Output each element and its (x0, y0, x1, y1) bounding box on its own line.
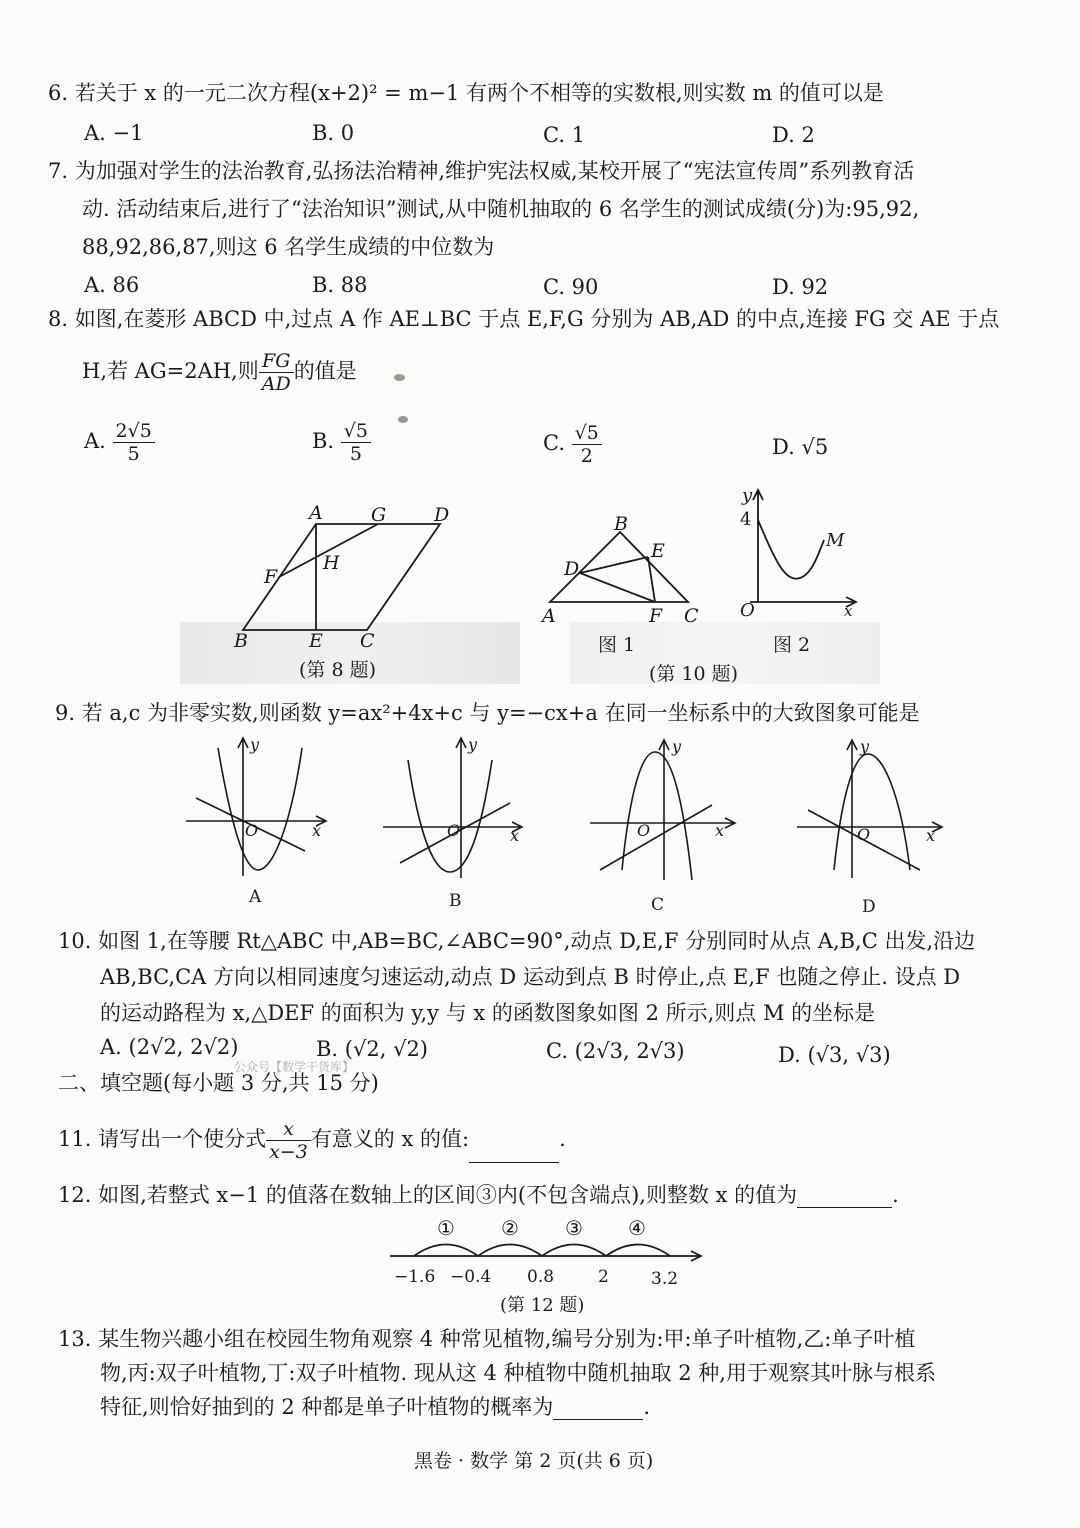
interval-arc-3 (542, 1245, 606, 1257)
graph-c-parabola (622, 752, 692, 880)
q8-figure-caption: (第 8 题) (299, 659, 376, 681)
question-13-line-1: 13. 某生物兴趣小组在校园生物角观察 4 种常见植物,编号分别为:甲:单子叶植物,乙:单子叶植 (58, 1327, 916, 1351)
q6-option-a: A. −1 (84, 121, 144, 145)
q7-option-c: C. 90 (543, 275, 599, 299)
option-label: A. (84, 429, 106, 453)
watermark: 公众号【数学干货库】 (234, 1060, 355, 1074)
question-11 (58, 1118, 566, 1163)
point-label-a: A (309, 502, 323, 524)
graph-b-label: B (449, 891, 462, 911)
graph-c-line (600, 805, 712, 870)
graph-b-x-label: x (510, 826, 520, 845)
fraction-denominator: AD (261, 373, 291, 395)
page-footer: 黑卷 · 数学 第 2 页(共 6 页) (414, 1450, 654, 1472)
point-label-h: H (323, 552, 340, 574)
interval-arc-2 (478, 1245, 542, 1257)
graph-d-parabola (834, 754, 910, 870)
question-10-line-2: AB,BC,CA 方向以相同速度匀速运动,动点 D 运动到点 B 时停止,点 E,F 也随之停止. 设点 D (100, 965, 961, 989)
question-13-line-2: 物,丙:双子叶植物,丁:双子叶植物. 现从这 4 种植物中随机抽取 2 种,用于观察其叶脉与根系 (100, 1361, 936, 1385)
graph-a-parabola (218, 748, 302, 870)
q12-text: 12. 如图,若整式 x−1 的值落在数轴上的区间③内(不包含端点),则整数 x 的值为 (58, 1183, 798, 1207)
graph-d (797, 740, 942, 878)
graph-a (186, 738, 326, 876)
q12-number-line (0, 1205, 1080, 1325)
graph-b (383, 738, 522, 878)
graph-d-label: D (862, 897, 876, 917)
graph-b-parabola (408, 760, 492, 872)
interval-label-3: ③ (565, 1216, 583, 1240)
point-label-d: D (434, 504, 450, 526)
fraction-numerator: x (266, 1118, 311, 1141)
q11-end: . (559, 1127, 566, 1151)
point-label-b: B (234, 630, 248, 652)
point-label-f: F (264, 566, 278, 588)
fraction-numerator: FG (259, 350, 294, 373)
point-label-e: E (309, 630, 323, 652)
tick-label-1: −1.6 (394, 1267, 436, 1287)
fraction-numerator: √5 (572, 422, 602, 445)
point-label-g: G (371, 504, 387, 526)
q8-line2-post: 的值是 (293, 359, 357, 383)
graph-b-y-label: y (468, 735, 478, 754)
option-label: D. (772, 435, 795, 459)
fig1-label-f: F (649, 605, 663, 627)
q10-figure2-caption: 图 2 (773, 634, 811, 656)
interval-arc-4 (606, 1245, 670, 1257)
graph-c-y-label: y (672, 737, 682, 756)
graph-b-origin: O (447, 821, 461, 840)
interval-label-1: ① (437, 1216, 455, 1240)
q13-end: . (643, 1395, 651, 1419)
question-7-line-1: 7. 为加强对学生的法治教育,弘扬法治精神,维护宪法权威,某校开展了“宪法宣传周”系列教育活 (48, 159, 915, 183)
fraction-denominator: 5 (127, 443, 140, 465)
q10-figure1-caption: 图 1 (598, 634, 636, 656)
tick-label-2: −0.4 (450, 1267, 492, 1287)
q10-option-c: C. (2√3, 2√3) (546, 1039, 685, 1063)
segment-de (580, 557, 648, 573)
q7-option-b: B. 88 (312, 273, 368, 297)
scan-speck-2 (398, 416, 408, 423)
section-2-heading: 二、填空题(每小题 3 分,共 15 分) (58, 1071, 379, 1095)
fig1-label-e: E (651, 540, 665, 562)
interval-label-2: ② (501, 1216, 519, 1240)
fig2-y-label: y (742, 485, 753, 506)
q7-option-a: A. 86 (84, 273, 140, 297)
graph-c (590, 740, 735, 880)
q8-line2-pre: H,若 AG=2AH,则 (82, 359, 259, 383)
fraction-numerator: √5 (341, 420, 371, 443)
q7-option-d: D. 92 (772, 275, 829, 299)
fig2-origin: O (740, 600, 755, 621)
graph-c-x-label: x (715, 821, 725, 840)
q9-graph-options (0, 730, 1080, 950)
q10-option-b: B. (√2, √2) (316, 1037, 429, 1061)
fig2-tick-4: 4 (740, 509, 752, 530)
question-13-line-3 (100, 1394, 650, 1420)
q13-line3-text: 特征,则恰好抽到的 2 种都是单子叶植物的概率为 (100, 1395, 554, 1419)
q6-option-d: D. 2 (772, 123, 815, 147)
scan-speck-1 (394, 374, 405, 381)
option-value: √5 (801, 435, 829, 459)
fig1-label-d: D (564, 558, 580, 580)
q10-option-a: A. (2√2, 2√2) (100, 1035, 239, 1059)
fig1-label-a: A (542, 605, 556, 627)
fig2-curve (758, 520, 824, 579)
graph-d-y-label: y (860, 737, 870, 756)
question-10-line-1: 10. 如图 1,在等腰 Rt△ABC 中,AB=BC,∠ABC=90°,动点 D,E,F 分别同时从点 A,B,C 出发,沿边 (58, 929, 976, 953)
interval-arc-1 (414, 1245, 478, 1257)
q6-option-c: C. 1 (543, 123, 586, 147)
q11-fraction (266, 1118, 311, 1163)
fraction-denominator: 5 (349, 443, 362, 465)
graph-d-x-label: x (926, 826, 936, 845)
question-9-text: 9. 若 a,c 为非零实数,则函数 y=ax²+4x+c 与 y=−cx+a 在同一坐标系中的大致图象可能是 (55, 701, 920, 725)
question-7-line-2: 动. 活动结束后,进行了“法治知识”测试,从中随机抽取的 6 名学生的测试成绩(分)为:95,92, (82, 197, 920, 221)
interval-label-4: ④ (628, 1216, 646, 1240)
q10-option-d: D. (√3, √3) (778, 1043, 891, 1067)
graph-d-origin: O (857, 825, 871, 844)
segment-df (580, 573, 655, 602)
question-7-line-3: 88,92,86,87,则这 6 名学生成绩的中位数为 (82, 235, 495, 259)
graph-a-origin: O (245, 821, 259, 840)
q12-end: . (892, 1183, 899, 1207)
q12-figure-caption: (第 12 题) (500, 1295, 585, 1316)
fig2-label-m: M (826, 530, 845, 551)
graph-a-y-label: y (250, 735, 260, 754)
q6-option-b: B. 0 (312, 121, 355, 145)
q11-pre: 11. 请写出一个使分式 (58, 1127, 267, 1151)
fig1-label-c: C (684, 605, 699, 627)
q13-answer-blank[interactable] (553, 1399, 643, 1420)
fraction-numerator: 2√5 (113, 420, 155, 443)
option-label: B. (312, 429, 335, 453)
fig2-x-label: x (844, 602, 853, 620)
question-10-line-3: 的运动路程为 x,△DEF 的面积为 y,y 与 x 的函数图象如图 2 所示,则点 M 的坐标是 (100, 1001, 876, 1025)
question-8-line-1: 8. 如图,在菱形 ABCD 中,过点 A 作 AE⊥BC 于点 E,F,G 分别为 AB,AD 的中点,连接 FG 交 AE 于点 (48, 307, 1000, 331)
q10-figure-caption: (第 10 题) (649, 663, 739, 685)
q8-rhombus-figure (0, 0, 1080, 700)
fig1-label-b: B (614, 513, 628, 535)
q11-answer-blank[interactable] (469, 1142, 559, 1163)
tick-label-4: 2 (598, 1267, 609, 1287)
fraction-denominator: x−3 (269, 1141, 308, 1163)
graph-a-x-label: x (312, 821, 322, 840)
graph-c-label: C (651, 895, 665, 915)
q11-post: 有意义的 x 的值: (310, 1127, 470, 1151)
graph-c-origin: O (637, 821, 651, 840)
graph-a-label: A (249, 887, 262, 907)
question-6-text: 6. 若关于 x 的一元二次方程(x+2)² = m−1 有两个不相等的实数根,则实数 m 的值可以是 (48, 81, 884, 105)
tick-label-3: 0.8 (527, 1267, 555, 1287)
tick-label-5: 3.2 (651, 1269, 679, 1289)
option-label: C. (543, 431, 565, 455)
point-label-c: C (360, 630, 375, 652)
fraction-denominator: 2 (580, 445, 593, 467)
